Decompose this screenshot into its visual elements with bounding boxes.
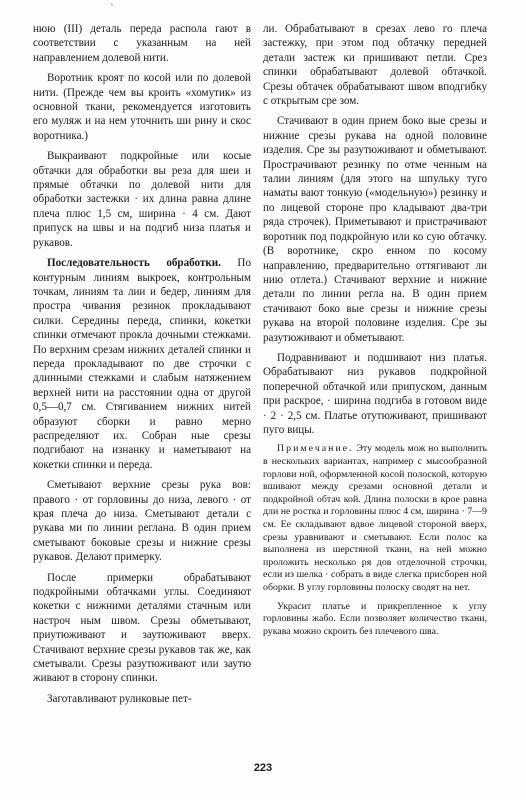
paragraph: Заготавливают руликовые пет- <box>47 692 192 705</box>
note-tail-paragraph: Украсит платье и прикрепленное к углу горловины жабо. Если позволяет количество ткани, рукава можно скроить без плечевого шва. <box>263 600 487 637</box>
paragraph: ли. Обрабатывают в срезах лево го плеча застежку, при этом под обтачку передней детали застеж ки пришивают петли. Срез спинки обрабатывают долевой обтачкой. Срезы обтачек обрабатывают швом вподгибку с открытым сре зом. <box>263 23 487 108</box>
scan-speck: ` <box>110 4 115 14</box>
note-paragraph <box>263 443 487 594</box>
section-text: По контурным линиям выкроек, контрольным точкам, линиям та лии и бедер, линиям для простра чивания резинок прокладывают силки. Середины переда, спинки, кокетки спинки отмечают прокла дочными стежками. По верхним срезам нижних деталей спинки и переда прокладывают по две строчки с длинными стежками и слабым натяжением верхней нити на расстоянии одна от другой 0,5—0,7 см. Стягиванием нижних нитей образуют сборки и равно мерно распределяют их. Собран ные срезы подгибают на изнанку и наметывают на кокетки спинки и переда. <box>33 257 251 471</box>
section-heading: Последовательность обработки. <box>47 257 221 270</box>
paragraph: Воротник кроят по косой или по долевой нити. (Прежде чем вы кроить «хомутик» из основной ткани, рекомендуется изготовить его муляж и на нем уточнить ши рину и скос воротника.) <box>33 72 251 142</box>
note-text: Эту модель мож но выполнить в нескольких вариантах, например с мысообразной горлови ной, оформленной косой полоской, которую вшивают между срезами основной детали и подкройной обтач кой. Длина полоски в крое равна дли не ростка и горловины плюс 4 см, ширина · 7—9 см. Ее складывают вдвое лицевой стороной вверх, срезы уравнивают и сметывают. Если полос ка выполнена из шерстяной ткани, на ней можно проложить несколько ря дов отделочной строчки, если из шелка · собрать в виде слегка присборен ной оборки. В углу горловины полоску сводят на нет. <box>263 443 487 593</box>
paragraph: Сметывают верхние срезы рука вов: правого · от горловины до низа, левого · от края плеча до низа. Сметывают детали с рукава ми по линии реглана. В один прием сметывают боковые срезы и нижние срезы рукавов. Делают примерку. <box>33 479 251 564</box>
paragraph: Выкраивают подкройные или косые обтачки для обработки вы реза для шеи и прямые обтачки по долевой нити для обработки застежки · их длина равна длине плеча плюс 1,5 см, ширина · 4 см. Дают припуск на швы и на подгиб низа платья и рукавов. <box>33 150 251 249</box>
right-column <box>263 22 487 638</box>
note-label: Примечание. <box>277 443 354 455</box>
paragraph: нюю (III) деталь переда распола гают в соответствии с указанным на ней направлением долевой нити. <box>33 23 251 64</box>
paragraph: Подравнивают и подшивают низ платья. Обрабатывают низ рукавов подкройной поперечной обтачкой или припуском, данным при раскрое, · ширина подгиба в готовом виде · 2 · 2,5 см. Платье отутюживают, пришивают пуго вицы. <box>263 351 487 436</box>
left-column <box>33 22 251 706</box>
paragraph: После примерки обрабатывают подкройными обтачками углы. Соединяют кокетки с нижними деталями стачным или настроч ным швом. Срезы обметывают, приутюживают и заутюживают вверх. Стачивают верхние срезы рукавов так же, как сметывали. Срезы разутюживают или заутю живают в сторону спинки. <box>33 571 251 685</box>
paragraph: Стачивают в один прием боко вые срезы и нижние срезы рукава на одной половине изделия. Сре зы разутюживают и обметывают. Прострачивают резинку по отме ченным на талии линиям (для этого на шпульку туго наматы вают тонкую («модельную») резинку и по лицевой стороне про кладывают два-три ряда строчек). Приметывают и пристрачивают воротник под подкройную или ко сую обтачку. (В воротнике, скро енном по косому направлению, предварительно оттягивают ли нию отлета.) Стачивают верхние и нижние детали по линии регла на. В один прием стачивают боко вые срезы и нижние срезы рукава на второй половине изделия. Сре зы разутюживают и обметывают. <box>263 115 487 344</box>
section-paragraph <box>33 256 251 472</box>
page-number: 223 <box>253 762 273 774</box>
